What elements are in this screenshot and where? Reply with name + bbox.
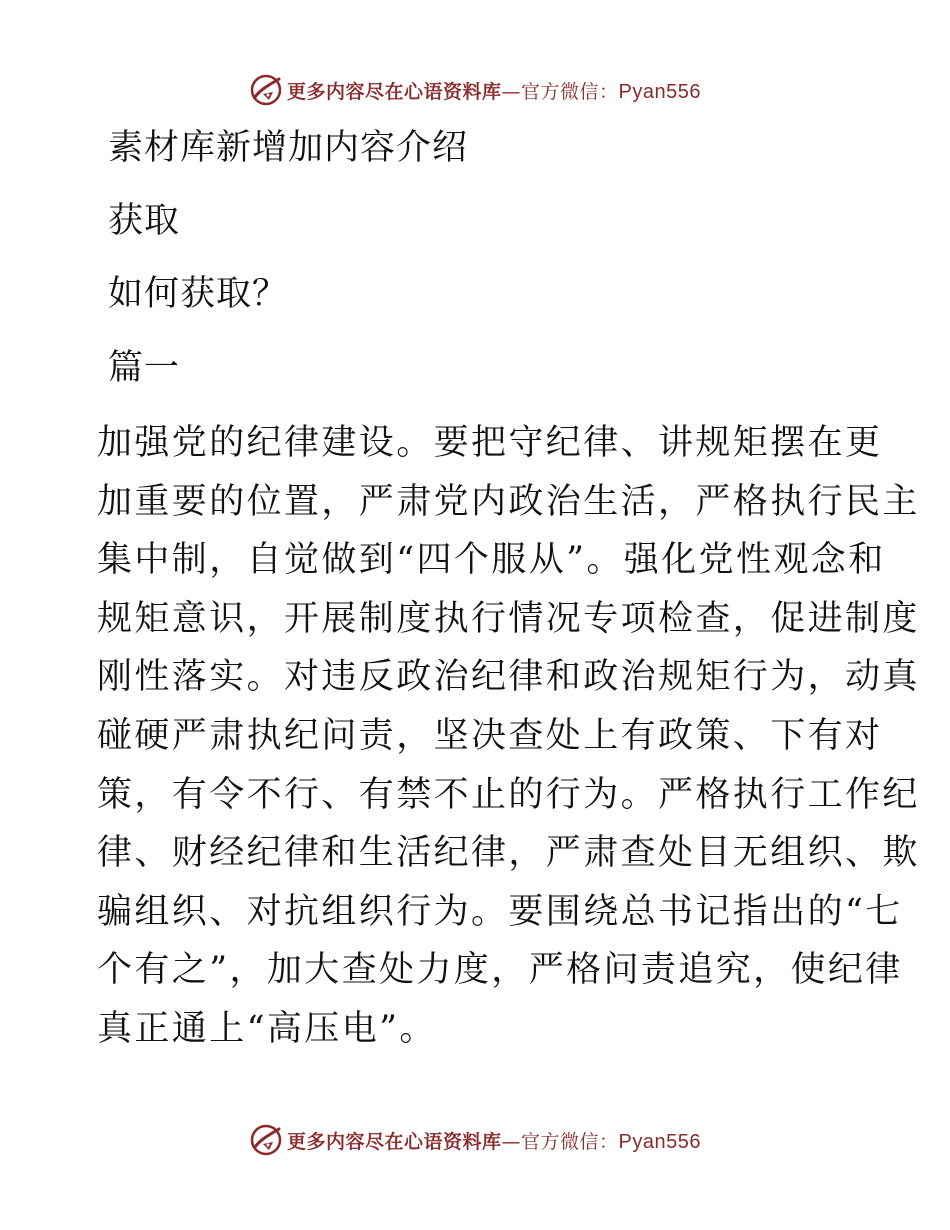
body-line: 加重要的位置，严肃党内政治生活，严格执行民主 [97, 481, 920, 522]
heading-material-intro: 素材库新增加内容介绍 [108, 128, 469, 168]
header-separator: — [501, 80, 522, 103]
footer-wechat-label: 官方微信： [521, 1130, 619, 1153]
footer-banner [0, 1120, 950, 1160]
footer-banner-text [287, 1127, 701, 1154]
header-banner [0, 70, 950, 110]
heading-get: 获取 [108, 201, 181, 241]
footer-wechat-id: Pyan556 [618, 1130, 701, 1153]
heading-how-to-get: 如何获取？ [108, 274, 289, 314]
pen-nib-logo-icon [249, 73, 283, 107]
footer-brand: 更多内容尽在心语资料库 [287, 1130, 502, 1153]
body-line: 碰硬严肃执纪问责，坚决查处上有政策、下有对 [97, 715, 883, 756]
body-paragraph [97, 418, 920, 1063]
body-line: 骗组织、对抗组织行为。要围绕总书记指出的“七 [97, 891, 903, 932]
heading-part-one: 篇一 [108, 348, 181, 388]
body-line: 集中制，自觉做到“四个服从”。强化党性观念和 [97, 540, 886, 581]
header-banner-text [287, 77, 701, 104]
pen-nib-logo-icon [249, 1123, 283, 1157]
body-line: 真正通上“高压电”。 [97, 1008, 437, 1049]
body-line: 策，有令不行、有禁不止的行为。严格执行工作纪 [97, 774, 920, 815]
body-line: 个有之”，加大查处力度，严格问责追究，使纪律 [97, 950, 903, 991]
header-wechat-id: Pyan556 [618, 80, 701, 103]
footer-separator: — [501, 1130, 522, 1153]
header-brand: 更多内容尽在心语资料库 [287, 80, 502, 103]
header-wechat-label: 官方微信： [521, 80, 619, 103]
body-line: 律、财经纪律和生活纪律，严肃查处目无组织、欺 [97, 833, 920, 874]
body-line: 规矩意识，开展制度执行情况专项检查，促进制度 [97, 598, 920, 639]
body-line: 加强党的纪律建设。要把守纪律、讲规矩摆在更 [97, 423, 883, 463]
body-line: 刚性落实。对违反政治纪律和政治规矩行为，动真 [97, 657, 920, 698]
